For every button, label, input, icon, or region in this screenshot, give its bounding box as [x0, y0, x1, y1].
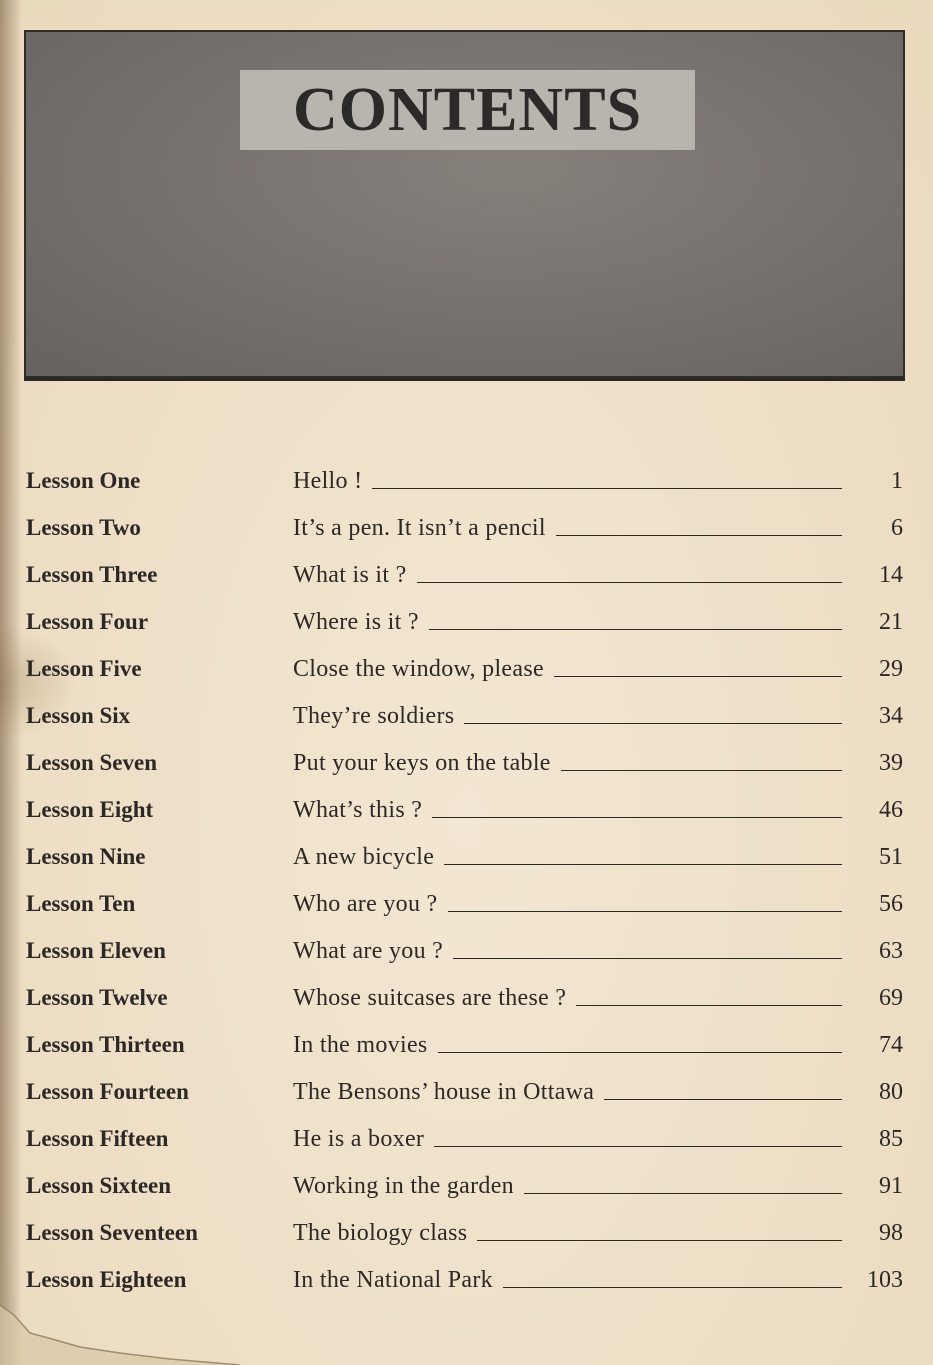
toc-page-number: 14 [879, 562, 903, 588]
toc-lesson-label: Lesson Six [26, 703, 131, 728]
header-underline-rule [24, 378, 905, 381]
toc-row [0, 558, 933, 598]
toc-lesson-label: Lesson Twelve [26, 985, 168, 1010]
toc-leader-line [503, 1286, 842, 1288]
toc-entry [293, 656, 842, 683]
toc-entry [293, 750, 842, 777]
toc-page-number: 51 [879, 844, 903, 870]
toc-leader-line [576, 1004, 842, 1006]
toc-leader-line [604, 1098, 842, 1100]
toc-row [0, 1028, 933, 1068]
toc-page-number: 80 [879, 1079, 903, 1105]
toc-lesson-title: The Bensons’ house in Ottawa [293, 1079, 595, 1105]
toc-page-number: 21 [879, 609, 903, 635]
toc-entry [293, 985, 842, 1012]
toc-page-number: 91 [879, 1173, 903, 1199]
toc-page-number: 46 [879, 797, 903, 823]
toc-lesson-title: The biology class [293, 1220, 468, 1246]
toc-page-number: 69 [879, 985, 903, 1011]
title-plate [240, 70, 695, 150]
toc-page-number: 98 [879, 1220, 903, 1246]
toc-leader-line [524, 1192, 842, 1194]
page-title: CONTENTS [292, 75, 643, 144]
toc-page-number: 85 [879, 1126, 903, 1152]
toc-page-number: 74 [879, 1032, 903, 1058]
toc-lesson-label: Lesson Three [26, 562, 158, 587]
toc-lesson-title: Hello ! [293, 468, 363, 494]
toc-row [0, 887, 933, 927]
torn-corner-decoration [0, 1295, 240, 1365]
toc-entry [293, 1267, 842, 1294]
toc-row [0, 605, 933, 645]
toc-lesson-label: Lesson Fifteen [26, 1126, 169, 1151]
toc-lesson-label: Lesson Sixteen [26, 1173, 172, 1198]
toc-leader-line [444, 863, 842, 865]
toc-lesson-label: Lesson Ten [26, 891, 136, 916]
toc-lesson-label: Lesson Eight [26, 797, 154, 822]
toc-leader-line [429, 628, 842, 630]
toc-row [0, 1075, 933, 1115]
toc-lesson-title: Working in the garden [293, 1173, 514, 1199]
toc-row [0, 793, 933, 833]
toc-lesson-title: In the movies [293, 1032, 428, 1058]
toc-lesson-label: Lesson Eleven [26, 938, 166, 963]
toc-lesson-title: It’s a pen. It isn’t a pencil [293, 515, 546, 541]
toc-row [0, 1122, 933, 1162]
toc-leader-line [448, 910, 842, 912]
toc-entry [293, 844, 842, 871]
toc-lesson-title: In the National Park [293, 1267, 493, 1293]
toc-leader-line [556, 534, 842, 536]
toc-lesson-title: They’re soldiers [293, 703, 455, 729]
toc-lesson-title: What’s this ? [293, 797, 423, 823]
toc-lesson-label: Lesson One [26, 468, 141, 493]
toc-entry [293, 797, 842, 824]
toc-lesson-title: He is a boxer [293, 1126, 425, 1152]
toc-leader-line [477, 1239, 842, 1241]
toc-row [0, 746, 933, 786]
toc-row [0, 981, 933, 1021]
toc-lesson-title: Put your keys on the table [293, 750, 551, 776]
toc-row [0, 934, 933, 974]
toc-leader-line [464, 722, 842, 724]
toc-lesson-label: Lesson Seventeen [26, 1220, 198, 1245]
toc-page-number: 56 [879, 891, 903, 917]
toc-lesson-title: Whose suitcases are these ? [293, 985, 567, 1011]
toc-leader-line [434, 1145, 842, 1147]
toc-entry [293, 515, 842, 542]
toc-row [0, 699, 933, 739]
toc-lesson-label: Lesson Seven [26, 750, 157, 775]
toc-lesson-title: Who are you ? [293, 891, 438, 917]
toc-entry [293, 891, 842, 918]
toc-entry [293, 1220, 842, 1247]
toc-lesson-label: Lesson Thirteen [26, 1032, 185, 1057]
toc-entry [293, 468, 842, 495]
toc-lesson-title: What are you ? [293, 938, 444, 964]
toc-page-number: 29 [879, 656, 903, 682]
toc-entry [293, 1126, 842, 1153]
toc-lesson-label: Lesson Four [26, 609, 149, 634]
toc-page-number: 34 [879, 703, 903, 729]
toc-leader-line [438, 1051, 842, 1053]
toc-leader-line [561, 769, 842, 771]
toc-lesson-label: Lesson Nine [26, 844, 146, 869]
toc-entry [293, 1079, 842, 1106]
toc-page-number: 6 [891, 515, 903, 541]
toc-entry [293, 562, 842, 589]
toc-leader-line [453, 957, 842, 959]
toc-lesson-title: Where is it ? [293, 609, 419, 635]
toc-leader-line [432, 816, 842, 818]
toc-row [0, 1216, 933, 1256]
toc-lesson-label: Lesson Five [26, 656, 142, 681]
toc-entry [293, 703, 842, 730]
toc-lesson-title: What is it ? [293, 562, 407, 588]
toc-row [0, 511, 933, 551]
toc-leader-line [417, 581, 842, 583]
toc-page-number: 103 [867, 1267, 903, 1293]
toc-row [0, 1169, 933, 1209]
toc-row [0, 840, 933, 880]
toc-lesson-label: Lesson Two [26, 515, 141, 540]
toc-page-number: 63 [879, 938, 903, 964]
toc-entry [293, 1032, 842, 1059]
toc-lesson-label: Lesson Fourteen [26, 1079, 189, 1104]
toc-lesson-title: A new bicycle [293, 844, 435, 870]
toc-leader-line [554, 675, 842, 677]
toc-entry [293, 938, 842, 965]
toc-row [0, 652, 933, 692]
toc-leader-line [372, 487, 842, 489]
toc-row [0, 464, 933, 504]
toc-page-number: 1 [891, 468, 903, 494]
toc-entry [293, 1173, 842, 1200]
toc-lesson-label: Lesson Eighteen [26, 1267, 187, 1292]
toc-page-number: 39 [879, 750, 903, 776]
toc-entry [293, 609, 842, 636]
toc-lesson-title: Close the window, please [293, 656, 544, 682]
